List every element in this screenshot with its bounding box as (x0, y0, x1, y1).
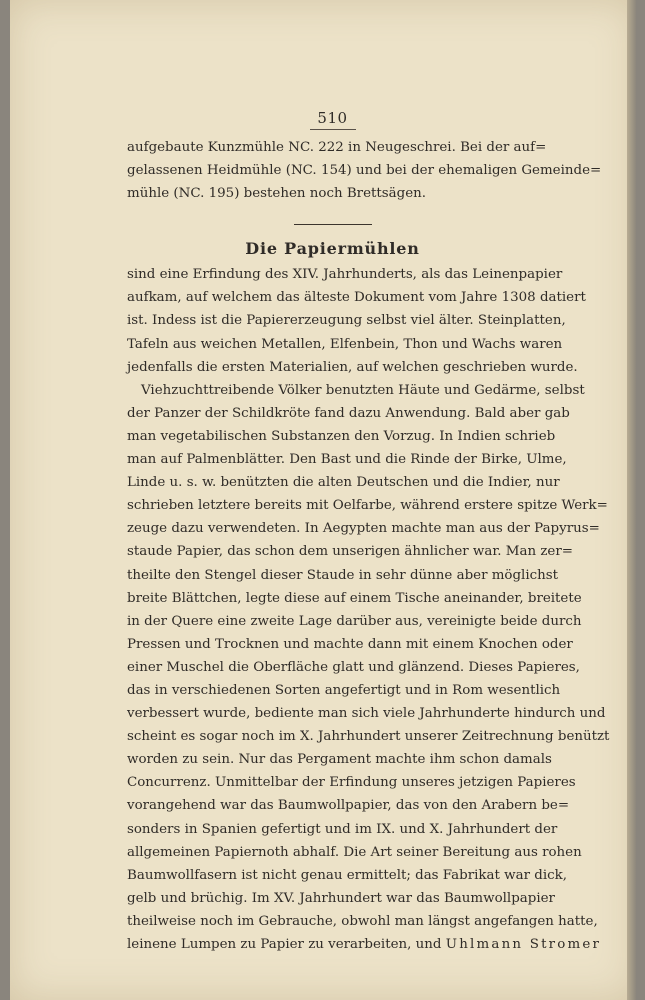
text-line: Concurrenz. Unmittelbar der Erfindung unseres jetzigen Papieres (127, 775, 576, 791)
text-line: ist. Indess ist die Papiererzeugung selbst viel älter. Steinplatten, (127, 313, 566, 329)
text-line: allgemeinen Papiernoth abhalf. Die Art seiner Bereitung aus rohen (127, 844, 582, 860)
text-line: aufgebaute Kunzmühle NC. 222 in Neugeschrei. Bei der auf= (127, 140, 547, 155)
text-line: man auf Palmenblätter. Den Bast und die Rinde der Birke, Ulme, (127, 452, 567, 468)
text-line: theilte den Stengel dieser Staude in sehr dünne aber möglichst (127, 567, 558, 583)
top-paragraph (127, 136, 602, 205)
text-line: Viehzuchttreibende Völker benutzten Häute und Gedärme, selbst (141, 382, 585, 398)
person-name: Uhlmann Stromer (445, 937, 602, 952)
text-line: schrieben letztere bereits mit Oelfarbe, während erstere spitze Werk= (127, 498, 608, 514)
paragraph-1 (127, 263, 586, 378)
text-line: verbessert wurde, bediente man sich viele Jahrhunderte hindurch und (127, 706, 606, 722)
text-line: das in verschiedenen Sorten angefertigt und in Rom wesentlich (127, 682, 561, 698)
last-line-text: leinene Lumpen zu Papier zu verarbeiten, und (127, 937, 442, 952)
text-line: scheint es sogar noch im X. Jahrhundert unserer Zeitrechnung benützt (127, 729, 610, 745)
text-line: Baumwollfasern ist nicht genau ermittelt; das Fabrikat war dick, (127, 867, 567, 883)
text-line: theilweise noch im Gebrauche, obwohl man längst angefangen hatte, (127, 913, 598, 929)
text-line: staude Papier, das schon dem unserigen ähnlicher war. Man zer= (127, 544, 573, 560)
text-line: in der Quere eine zweite Lage darüber aus, vereinigte beide durch (127, 613, 582, 629)
text-line: man vegetabilischen Substanzen den Vorzug. In Indien schrieb (127, 428, 556, 444)
text-line: mühle (NC. 195) bestehen noch Brettsägen. (127, 186, 427, 202)
text-line: breite Blättchen, legte diese auf einem Tische aneinander, breitete (127, 590, 582, 606)
text-line: sind eine Erfindung des XIV. Jahrhunderts, als das Leinenpapier (127, 267, 563, 283)
page-content (127, 108, 610, 956)
page-number-rule (310, 129, 356, 130)
text-line: einer Muschel die Oberfläche glatt und glänzend. Dieses Papieres, (127, 659, 580, 675)
paragraph-2 (127, 379, 610, 956)
text-line: Pressen und Trocknen und machte dann mit einem Knochen oder (127, 636, 573, 652)
text-line: worden zu sein. Nur das Pergament machte ihm schon damals (127, 752, 552, 768)
text-line: zeuge dazu verwendeten. In Aegypten machte man aus der Papyrus= (127, 521, 600, 537)
text-line: Tafeln aus weichen Metallen, Elfenbein, Thon und Wachs waren (127, 336, 563, 352)
section-divider (294, 224, 372, 225)
text-line-last (127, 933, 602, 956)
text-line: der Panzer der Schildkröte fand dazu Anwendung. Bald aber gab (127, 405, 570, 421)
text-line: sonders in Spanien gefertigt und im IX. und X. Jahrhundert der (127, 821, 558, 837)
text-line: gelassenen Heidmühle (NC. 154) und bei der ehemaligen Gemeinde= (127, 163, 602, 179)
text-line: Linde u. s. w. benützten die alten Deutschen und die Indier, nur (127, 475, 560, 491)
text-line: aufkam, auf welchem das älteste Dokument vom Jahre 1308 datiert (127, 290, 586, 306)
text-line: vorangehend war das Baumwollpapier, das von den Arabern be= (127, 798, 570, 814)
page-edge (627, 0, 636, 1000)
section-heading: Die Papiermühlen (245, 239, 420, 259)
page-number: 510 (317, 109, 348, 127)
text-line: gelb und brüchig. Im XV. Jahrhundert war das Baumwollpapier (127, 890, 555, 906)
text-line: jedenfalls die ersten Materialien, auf welchen geschrieben wurde. (127, 359, 578, 375)
